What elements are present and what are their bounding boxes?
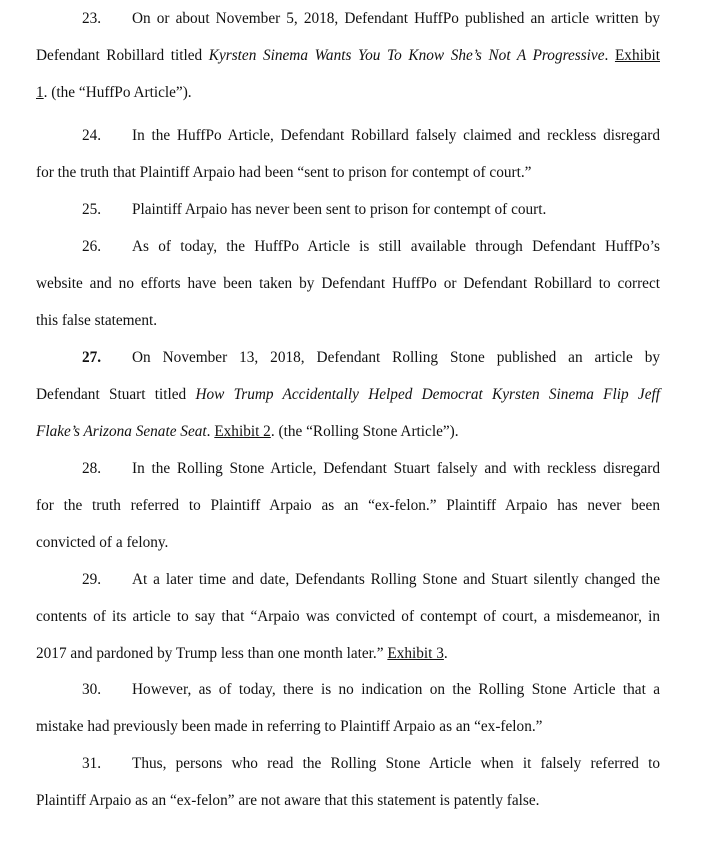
- paragraph-text: .: [443, 645, 448, 662]
- paragraph-31: [36, 745, 660, 819]
- article-title: Flake’s Arizona Senate Seat: [36, 423, 207, 440]
- paragraph-number: 23.: [82, 10, 102, 27]
- paragraph-line: [36, 339, 660, 376]
- paragraph-line: [36, 635, 660, 672]
- paragraph-text: .: [206, 423, 215, 440]
- paragraph-23: [36, 0, 660, 111]
- paragraph-text: Plaintiff Arpaio has never been sent to prison for contempt of court.: [132, 201, 547, 218]
- paragraph-text: Defendant Stuart titled: [36, 386, 196, 403]
- paragraph-text: . (the “Rolling Stone Article”).: [270, 423, 459, 440]
- paragraph-text: As of today, the HuffPo Article is still available through Defendant HuffPo’s: [132, 238, 660, 255]
- paragraph-26: [36, 228, 660, 339]
- paragraph-line: [36, 74, 660, 111]
- paragraph-number: 28.: [82, 460, 102, 477]
- paragraph-text: In the HuffPo Article, Defendant Robillard falsely claimed and reckless disregard: [132, 127, 660, 144]
- paragraph-line: [36, 413, 660, 450]
- paragraph-line: [36, 561, 660, 598]
- paragraph-number: 30.: [82, 681, 102, 698]
- paragraph-number: 29.: [82, 571, 102, 588]
- paragraph-text: At a later time and date, Defendants Rolling Stone and Stuart silently changed the: [132, 571, 660, 588]
- exhibit-1-link[interactable]: 1: [36, 84, 44, 101]
- paragraph-text: .: [604, 47, 615, 64]
- paragraph-line: this false statement.: [36, 312, 158, 329]
- paragraph-text: . (the “HuffPo Article”).: [43, 84, 192, 101]
- exhibit-3-link[interactable]: Exhibit 3: [387, 645, 444, 662]
- paragraph-line: [36, 37, 660, 74]
- paragraph-line: [36, 450, 660, 487]
- paragraph-text: However, as of today, there is no indication on the Rolling Stone Article that a: [132, 681, 660, 698]
- paragraph-line: for the truth that Plaintiff Arpaio had been “sent to prison for contempt of court.”: [36, 164, 532, 181]
- paragraph-29: [36, 561, 660, 672]
- paragraph-text: 2017 and pardoned by Trump less than one month later.”: [36, 645, 388, 662]
- paragraph-number: 26.: [82, 238, 102, 255]
- paragraph-line: [36, 376, 660, 413]
- article-title: How Trump Accidentally Helped Democrat Kyrsten Sinema Flip Jeff: [195, 386, 660, 403]
- paragraph-line: [36, 228, 660, 265]
- paragraph-30: [36, 671, 660, 745]
- exhibit-1-link[interactable]: Exhibit: [614, 47, 660, 64]
- paragraph-24: [36, 117, 660, 191]
- paragraph-text: On November 13, 2018, Defendant Rolling Stone published an article by: [132, 349, 660, 366]
- paragraph-line: [36, 117, 660, 154]
- paragraph-line: [36, 0, 660, 37]
- paragraph-line: for the truth referred to Plaintiff Arpaio as an “ex-felon.” Plaintiff Arpaio has never been: [36, 497, 660, 514]
- paragraph-28: [36, 450, 660, 561]
- paragraph-number: 31.: [82, 755, 102, 772]
- paragraph-line: website and no efforts have been taken by Defendant HuffPo or Defendant Robillard to correct: [36, 275, 660, 292]
- paragraph-number: 25.: [82, 201, 102, 218]
- paragraph-text: Thus, persons who read the Rolling Stone Article when it falsely referred to: [132, 755, 660, 772]
- paragraph-27: [36, 339, 660, 450]
- paragraph-line: contents of its article to say that “Arpaio was convicted of contempt of court, a misdemeanor, in: [36, 608, 660, 625]
- paragraph-line: [36, 191, 660, 228]
- paragraph-text: Defendant Robillard titled: [36, 47, 209, 64]
- paragraph-line: convicted of a felony.: [36, 534, 169, 551]
- paragraph-line: [36, 745, 660, 782]
- paragraph-line: Plaintiff Arpaio as an “ex-felon” are not aware that this statement is patently false.: [36, 792, 540, 809]
- exhibit-2-link[interactable]: Exhibit 2: [214, 423, 271, 440]
- paragraph-line: [36, 671, 660, 708]
- article-title: Kyrsten Sinema Wants You To Know She’s Not A Progressive: [208, 47, 605, 64]
- paragraph-number: 27.: [82, 349, 102, 366]
- paragraph-line: mistake had previously been made in referring to Plaintiff Arpaio as an “ex-felon.”: [36, 718, 543, 735]
- paragraph-text: In the Rolling Stone Article, Defendant Stuart falsely and with reckless disregard: [132, 460, 660, 477]
- paragraph-text: On or about November 5, 2018, Defendant HuffPo published an article written by: [132, 10, 660, 27]
- paragraph-number: 24.: [82, 127, 102, 144]
- paragraph-25: [36, 191, 660, 228]
